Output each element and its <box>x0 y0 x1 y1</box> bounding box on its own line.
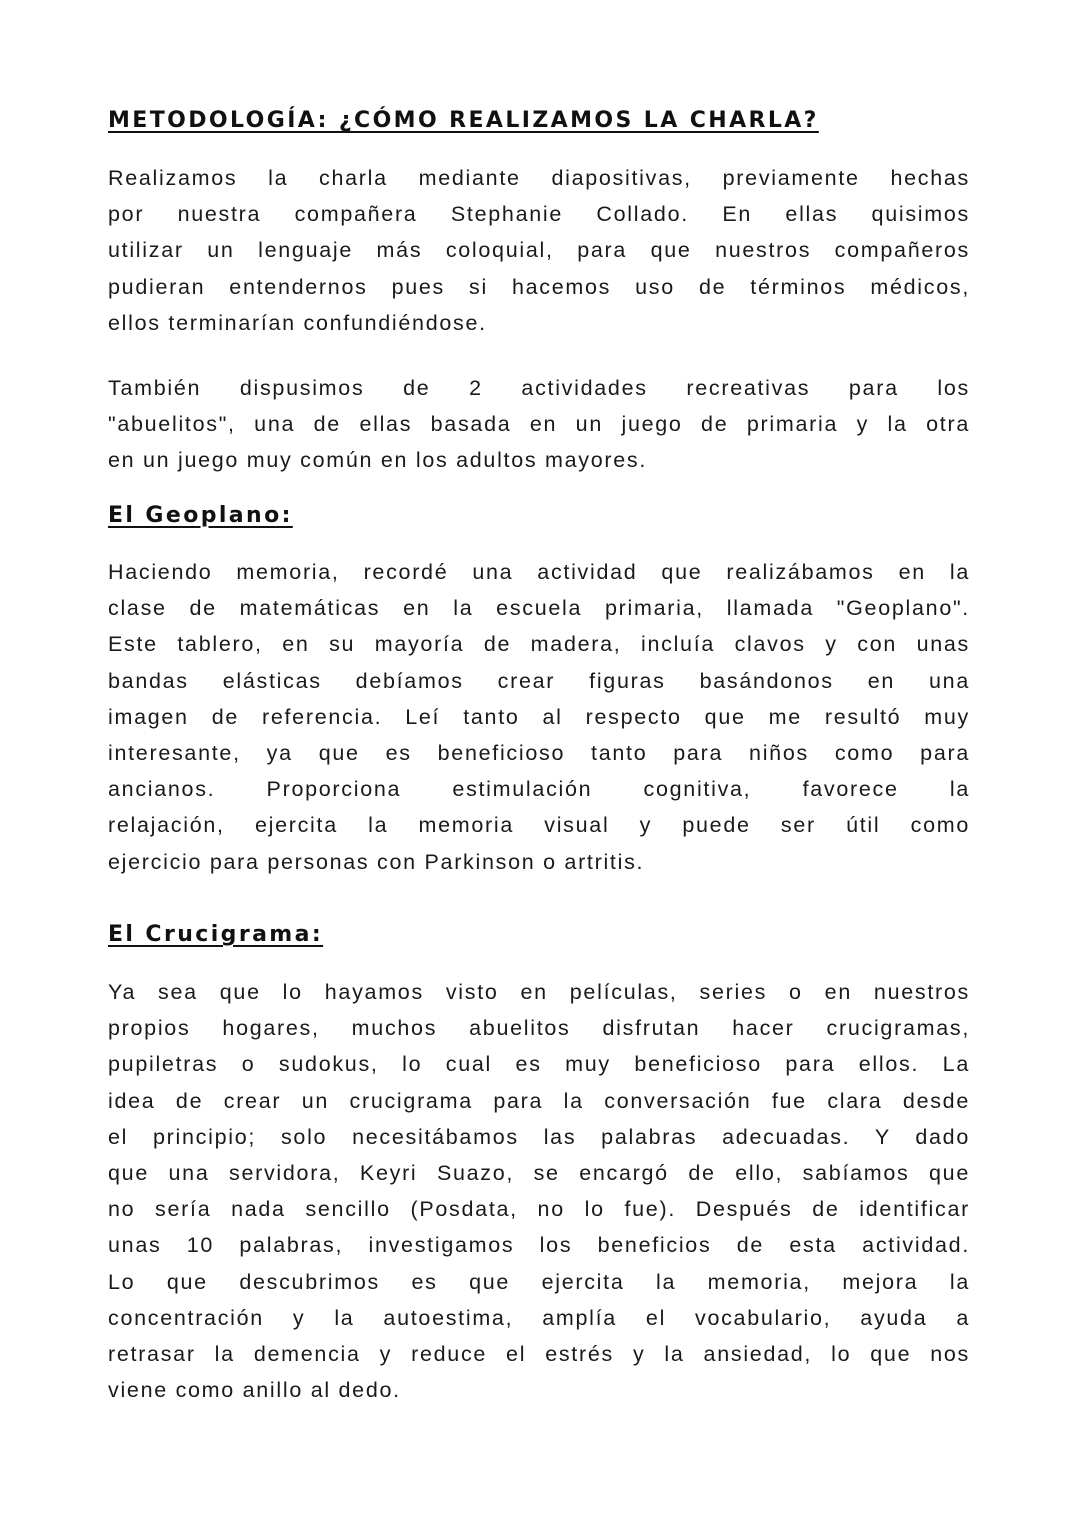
text-line: ancianos. Proporciona estimulación cognitiva, favorece la <box>108 777 970 802</box>
text-line: unas 10 palabras, investigamos los beneficios de esta actividad. <box>108 1233 970 1258</box>
text-line: viene como anillo al dedo. <box>108 1378 401 1403</box>
paragraph-metodologia-1 <box>108 160 970 341</box>
text-line: el principio; solo necesitábamos las palabras adecuadas. Y dado <box>108 1124 970 1149</box>
text-line: También dispusimos de 2 actividades recreativas para los <box>108 376 970 400</box>
text-line: interesante, ya que es beneficioso tanto para niños como para <box>108 740 970 765</box>
text-line: "abuelitos", una de ellas basada en un juego de primaria y la otra <box>108 412 970 437</box>
text-line: pupiletras o sudokus, lo cual es muy beneficioso para ellos. La <box>108 1052 970 1077</box>
text-line: retrasar la demencia y reduce el estrés y la ansiedad, lo que nos <box>108 1341 970 1366</box>
heading-crucigrama: El Crucigrama: <box>108 922 324 947</box>
paragraph-crucigrama <box>108 974 970 1408</box>
text-line: propios hogares, muchos abuelitos disfrutan hacer crucigramas, <box>108 1016 970 1041</box>
text-line: ellos terminarían confundiéndose. <box>108 310 487 335</box>
paragraph-geoplano <box>108 554 970 880</box>
text-line: que una servidora, Keyri Suazo, se encargó de ello, sabíamos que <box>108 1160 970 1185</box>
heading-metodologia: METODOLOGÍA: ¿CÓMO REALIZAMOS LA CHARLA? <box>108 108 819 133</box>
paragraph-metodologia-2 <box>108 370 970 479</box>
text-line: concentración y la autoestima, amplía el vocabulario, ayuda a <box>108 1305 970 1330</box>
text-line: bandas elásticas debíamos crear figuras basándonos en una <box>108 668 970 693</box>
heading-geoplano: El Geoplano: <box>108 503 293 528</box>
text-line: Ya sea que lo hayamos visto en películas, series o en nuestros <box>108 980 970 1004</box>
text-line: en un juego muy común en los adultos mayores. <box>108 448 648 473</box>
text-line: relajación, ejercita la memoria visual y puede ser útil como <box>108 813 970 838</box>
text-line: Realizamos la charla mediante diapositivas, previamente hechas <box>108 166 970 190</box>
text-line: imagen de referencia. Leí tanto al respecto que me resultó muy <box>108 704 970 729</box>
text-line: ejercicio para personas con Parkinson o artritis. <box>108 849 645 874</box>
text-line: por nuestra compañera Stephanie Collado. En ellas quisimos <box>108 202 970 227</box>
text-line: utilizar un lenguaje más coloquial, para que nuestros compañeros <box>108 238 970 263</box>
text-line: clase de matemáticas en la escuela primaria, llamada "Geoplano". <box>108 596 970 621</box>
text-line: Haciendo memoria, recordé una actividad que realizábamos en la <box>108 560 970 584</box>
text-line: no sería nada sencillo (Posdata, no lo fue). Después de identificar <box>108 1197 970 1222</box>
text-line: pudieran entendernos pues si hacemos uso de términos médicos, <box>108 274 970 299</box>
text-line: Lo que descubrimos es que ejercita la memoria, mejora la <box>108 1269 970 1294</box>
text-line: Este tablero, en su mayoría de madera, incluía clavos y con unas <box>108 632 970 657</box>
text-line: idea de crear un crucigrama para la conversación fue clara desde <box>108 1088 970 1113</box>
